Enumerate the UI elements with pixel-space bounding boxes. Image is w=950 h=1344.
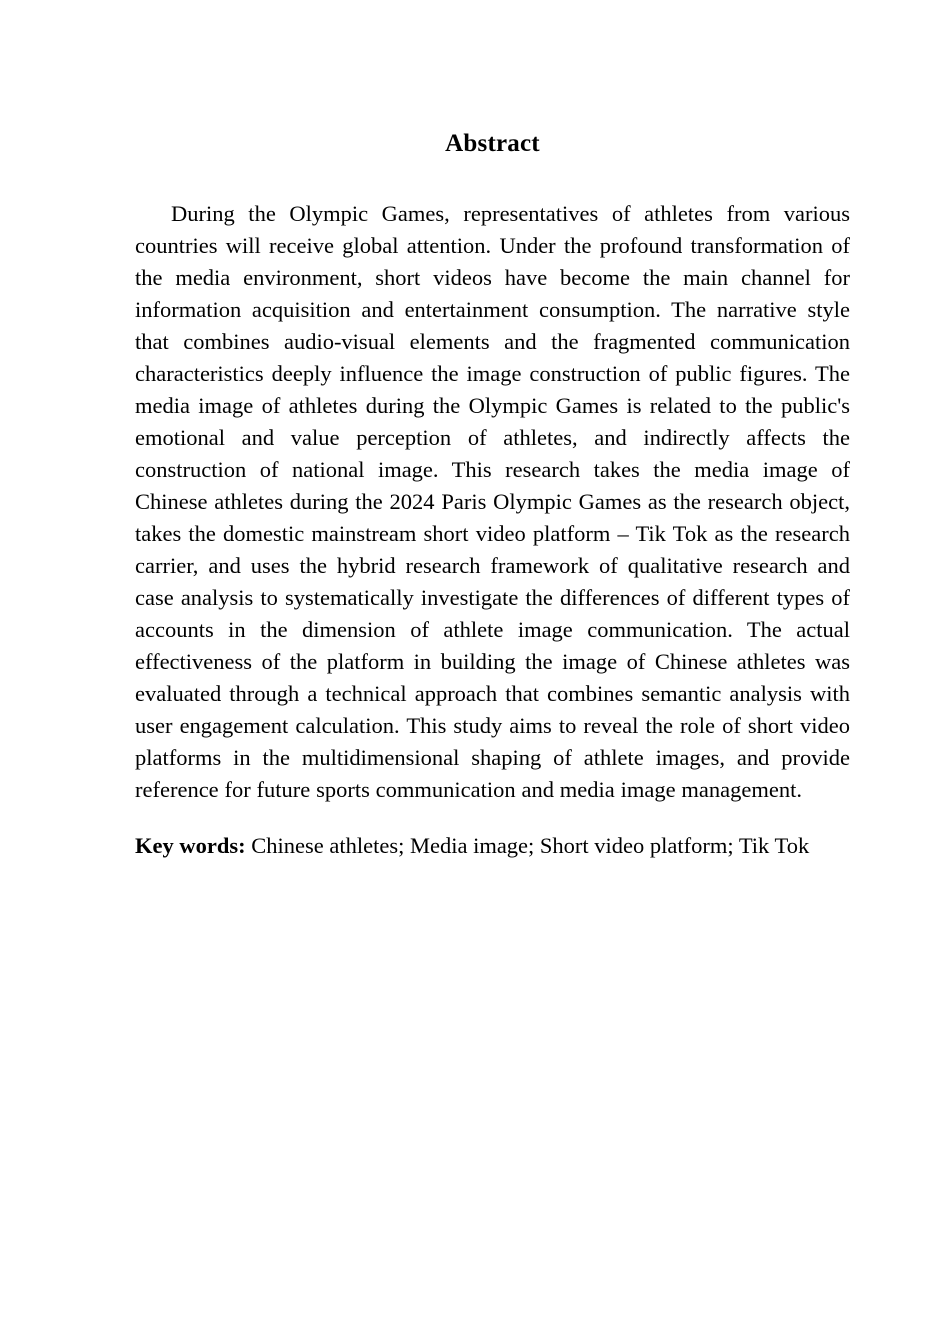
abstract-paragraph: During the Olympic Games, representatives of athletes from various countries will receive global attention. Under the profound transformation of the media environment, short videos have become the main channel for information acquisition and entertainment consumption. The narrative style that combines audio-visual elements and the fragmented communication characteristics deeply influence the image construction of public figures. The media image of athletes during the Olympic Games is related to the public's emotional and value perception of athletes, and indirectly affects the construction of national image. This research takes the media image of Chinese athletes during the 2024 Paris Olympic Games as the research object, takes the domestic mainstream short video platform – Tik Tok as the research carrier, and uses the hybrid research framework of qualitative research and case analysis to systematically investigate the differences of different types of accounts in the dimension of athlete image communication. The actual effectiveness of the platform in building the image of Chinese athletes was evaluated through a technical approach that combines semantic analysis with user engagement calculation. This study aims to reveal the role of short video platforms in the multidimensional shaping of athlete images, and provide reference for future sports communication and media image management. [135, 201, 850, 802]
page-title: Abstract [445, 130, 540, 157]
keywords-label: Key words: [135, 833, 246, 858]
keywords-value: Chinese athletes; Media image; Short video platform; Tik Tok [251, 833, 810, 858]
keywords-line [135, 830, 850, 862]
